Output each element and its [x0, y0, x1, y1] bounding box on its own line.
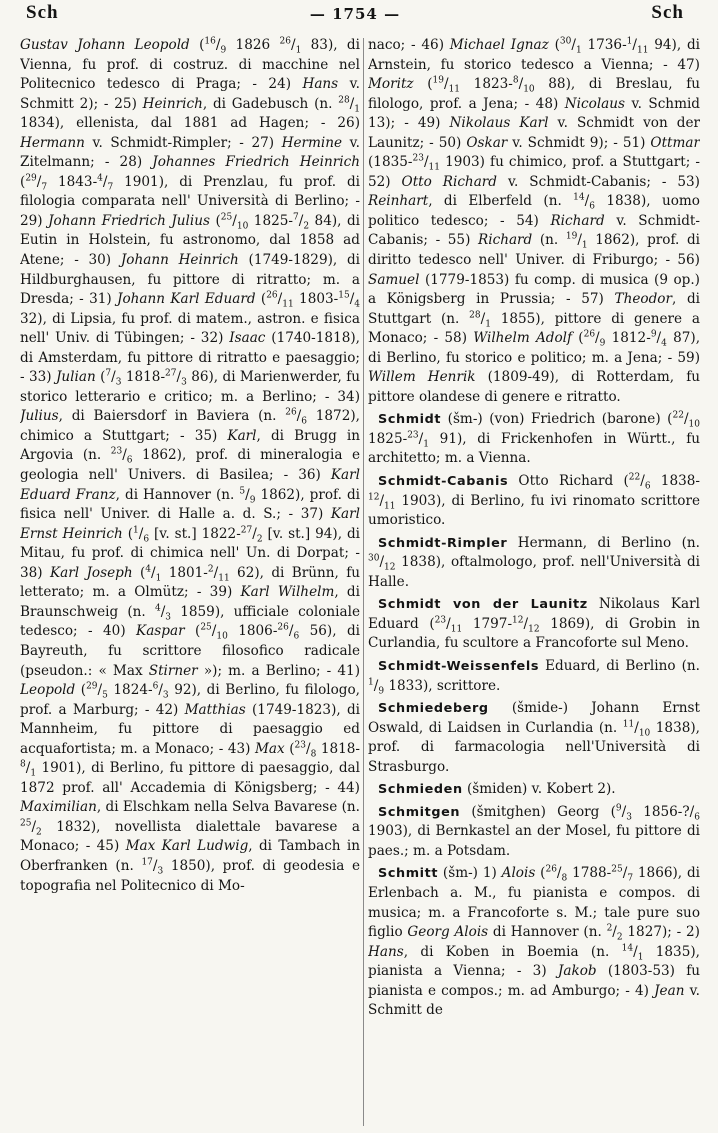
- dictionary-entry: [368, 472, 700, 531]
- entry-headword: Schmieden: [378, 782, 463, 798]
- left-column: [20, 36, 360, 1128]
- entry-text: Gustav Johann Leopold ($^{16}/_9$ 1826 $^{26}/_1$ 83), di Vienna, fu prof. di costruz. di macchine nel Politecnico tedesco di Praga; - 24) Hans v. Schmitt 2); - 25) Heinrich, di Gadebusch (n. $^{28}/_1$ 1834), ellenista, dal 1881 ad Hagen; - 26) Hermann v. Schmidt-Rimpler; - 27) Hermine v. Zitelmann; - 28) Johannes Friedrich Heinrich ($^{29}/_7$ $1843-^4/_7$ 1901), di Prenzlau, fu prof. di filologia comparata nell' Università di Berlino; - 29) Johann Friedrich Julius ($^{25}/_{10}$ $1825-^7/_2$ 84), di Eutin in Holstein, fu astronomo, dal 1858 ad Atene; - 30) Johann Heinrich (1749-1829), di Hildburghausen, fu pittore di ritratto; m. a Dresda; - 31) Johann Karl Eduard ($^{26}/_{11}$ $1803-^{15}/_4$ 32), di Lipsia, fu prof. di matem., astron. e fisica nell' Univ. di Tübingen; - 32) Isaac (1740-1818), di Amsterdam, fu pittore di ritratto e paesaggio; - 33) Julian ($^7/_3$ $1818-^{27}/_3$ 86), di Marienwerder, fu storico letterario e critico; m. a Berlino; - 34) Julius, di Baiersdorf in Baviera (n. $^{26}/_6$ 1872), chimico a Stuttgart; - 35) Karl, di Brugg in Argovia (n. $^{23}/_6$ 1862), prof. di mineralogia e geologia nell' Univers. di Basilea; - 36) Karl Eduard Franz, di Hannover (n. $^5/_9$ 1862), prof. di fisica nell' Univer. di Halle a. d. S.; - 37) Karl Ernst Heinrich ($^1/_6$ [v. st.] $1822-^{27}/_2$ [v. st.] 94), di Mitau, fu prof. di chimica nell' Un. di Dorpat; - 38) Karl Joseph ($^4/_1$ $1801-^2/_{11}$ 62), di Brünn, fu letterato; m. a Olmütz; - 39) Karl Wilhelm, di Braunschweig (n. $^4/_3$ 1859), ufficiale coloniale tedesco; - 40) Kaspar ($^{25}/_{10}$ $1806-^{26}/_6$ 56), di Bayreuth, fu scrittore filosofico radicale (pseudon.: « Max Stirner »); m. a Berlino; - 41) Leopold ($^{29}/_5$ $1824-^6/_3$ 92), di Berlino, fu filologo, prof. a Marburg; - 42) Matthias (1749-1823), di Mannheim, fu pittore di paesaggio ed acquafortista; m. a Monaco; - 43) Max ($^{23}/_8$ $1818-^8/_1$ 1901), di Berlino, fu pittore di paesaggio, dal 1872 prof. all' Accademia di Königsberg; - 44) Maximilian, di Elschkam nella Selva Bavarese (n. $^{25}/_2$ 1832), novellista dialettale bavarese a Monaco; - 45) Max Karl Ludwig, di Tambach in Oberfranken (n. $^{17}/_3$ 1850), prof. di geodesia e topografia nel Politecnico di Mo-: [20, 36, 360, 894]
- entry-headword: Schmidt-Weissenfels: [378, 658, 540, 674]
- entry-headword: Schmidt-Cabanis: [378, 474, 509, 490]
- entry-text: Nikolaus Karl Eduard ($^{23}/_{11}$ $1797-^{12}/_{12}$ 1869), di Grobin in Curlandia, fu scultore a Francoforte sul Meno.: [368, 596, 700, 652]
- entry-text: Hermann, di Berlino (n. $^{30}/_{12}$ 1838), oftalmologo, prof. nell'Università di Halle.: [368, 534, 700, 590]
- right-column: [368, 36, 700, 1128]
- dictionary-entry: [368, 864, 700, 1020]
- entry-continuation: [20, 36, 360, 896]
- entry-text: Eduard, di Berlino (n. $^1/_9$ 1833), scrittore.: [368, 657, 700, 697]
- header-right-guideword: Sch: [651, 2, 684, 23]
- entry-text: (šm-) (von) Friedrich (barone) ($^{22}/_{10}$ $1825-^{23}/_1$ 91), di Frickenhofen in Württ., fu architetto; m. a Vienna.: [368, 410, 700, 467]
- entry-text: Otto Richard ($^{22}/_6$ $1838-^{12}/_{11}$ 1903), di Berlino, fu ivi rinomato scrittore umoristico.: [368, 472, 700, 529]
- entry-text: (šm-) 1) Alois ($^{26}/_8$ $1788-^{25}/_7$ 1866), di Erlenbach a. M., fu pianista e compos. di musica; m. a Francoforte s. M.; tale pure suo figlio Georg Alois di Hannover (n. $^2/_2$ 1827); - 2) Hans, di Koben in Boemia (n. $^{14}/_1$ 1835), pianista a Vienna; - 3) Jakob (1803-53) fu pianista e compos.; m. ad Amburgo; - 4) Jean v. Schmitt de: [368, 864, 700, 1019]
- entry-headword: Schmiedeberg: [378, 701, 489, 717]
- entry-text: naco; - 46) Michael Ignaz ($^{30}/_1$ $1736-^1/_{11}$ 94), di Arnstein, fu storico tedesco a Vienna; - 47) Moritz ($^{19}/_{11}$ $1823-^8/_{10}$ 88), di Breslau, fu filologo, prof. a Jena; - 48) Nicolaus v. Schmid 13); - 49) Nikolaus Karl v. Schmidt von der Launitz; - 50) Oskar v. Schmidt 9); - 51) Ottmar ($1835-^{23}/_{11}$ 1903) fu chimico, prof. a Stuttgart; - 52) Otto Richard v. Schmidt-Cabanis; - 53) Reinhart, di Elberfeld (n. $^{14}/_6$ 1838), uomo politico tedesco; - 54) Richard v. Schmidt-Cabanis; - 55) Richard (n. $^{19}/_1$ 1862), prof. di diritto tedesco nell' Univer. di Friburgo; - 56) Samuel (1779-1853) fu comp. di musica (9 op.) a Königsberg in Prussia; - 57) Theodor, di Stuttgart (n. $^{28}/_1$ 1855), pittore di genere a Monaco; - 58) Wilhelm Adolf ($^{26}/_9$ $1812-^9/_4$ 87), di Berlino, fu storico e politico; m. a Jena; - 59) Willem Henrik (1809-49), di Rotterdam, fu pittore olandese di genere e ritratto.: [368, 36, 700, 405]
- dictionary-entry: [368, 803, 700, 862]
- page-number: — 1754 —: [309, 5, 401, 23]
- entry-headword: Schmitgen: [378, 804, 461, 820]
- entry-headword: Schmitt: [378, 866, 439, 882]
- dictionary-entry: [368, 410, 700, 469]
- entry-text: (šmide-) Johann Ernst Oswald, di Laidsen in Curlandia (n. $^{11}/_{10}$ 1838), prof. di farmacologia nell'Università di Strasburgo.: [368, 700, 700, 775]
- dictionary-entry: [368, 657, 700, 696]
- entry-text: (šmiden) v. Kobert 2).: [462, 781, 616, 798]
- entry-text: (šmitghen) Georg ($^9/_3$ $1856-?/_6$ 1903), di Bernkastel an der Mosel, fu pittore di paes.; m. a Potsdam.: [368, 803, 700, 859]
- dictionary-entry: [368, 534, 700, 593]
- entry-continuation: [368, 36, 700, 407]
- entry-headword: Schmidt-Rimpler: [378, 535, 508, 551]
- entry-headword: Schmidt: [378, 412, 442, 428]
- header-left-guideword: Sch: [26, 2, 59, 23]
- column-divider: [363, 38, 364, 1126]
- dictionary-entry: [368, 595, 700, 654]
- dictionary-entry: [368, 780, 700, 800]
- dictionary-entry: [368, 699, 700, 777]
- entry-headword: Schmidt von der Launitz: [378, 597, 588, 613]
- page-header: [0, 0, 718, 30]
